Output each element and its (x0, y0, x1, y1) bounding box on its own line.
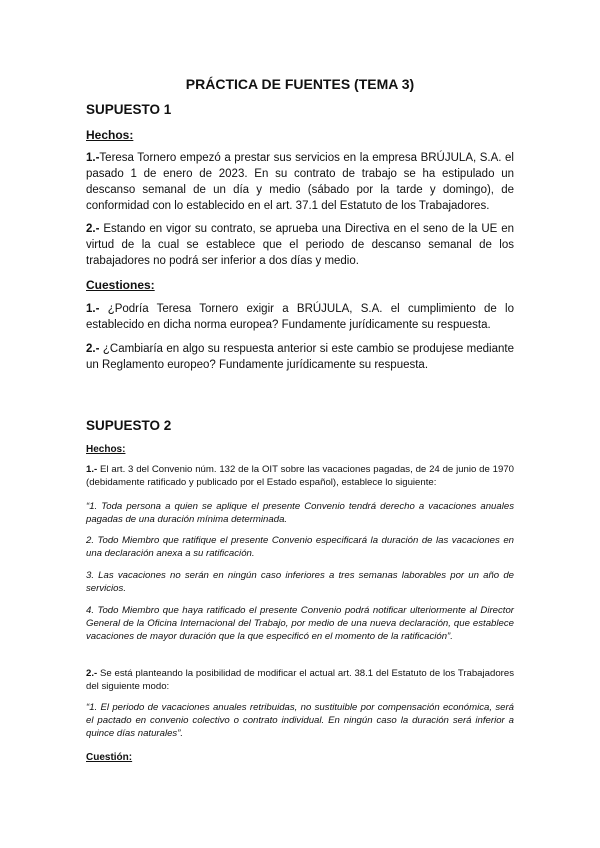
s1-cuestion-2-num: 2.- (86, 343, 100, 355)
s2-quote-2: 2. Todo Miembro que ratifique el presente Convenio especificará la duración de las vacaciones en una declaración anexa a su ratificación. (86, 535, 514, 560)
s2-hecho-1-num: 1.- (86, 464, 98, 475)
s1-hecho-1-num: 1.- (86, 152, 100, 164)
s2-quote-5: “1. El periodo de vacaciones anuales retribuidas, no sustituible por compensación económica, será el pactado en convenio colectivo o contrato individual. En ningún caso la duración será inferior a quince días naturales”. (86, 702, 514, 740)
s2-hecho-1-text: El art. 3 del Convenio núm. 132 de la OIT sobre las vacaciones pagadas, de 24 de junio de 1970 (debidamente ratificado y publicado por el Estado español), establece lo siguiente: (86, 464, 514, 489)
s1-hechos-label: Hechos: (86, 128, 134, 142)
s2-hecho-2-num: 2.- (86, 668, 98, 679)
supuesto-2-heading: SUPUESTO 2 (86, 418, 172, 433)
s1-hecho-1 (86, 150, 514, 214)
s1-cuestion-2 (86, 341, 514, 373)
s2-cuestion-label: Cuestión: (86, 752, 133, 763)
s2-quote-1: “1. Toda persona a quien se aplique el presente Convenio tendrá derecho a vacaciones anuales pagadas de una duración mínima determinada. (86, 501, 514, 526)
s1-cuestion-1-text: ¿Podría Teresa Tornero exigir a BRÚJULA, S.A. el cumplimiento de lo establecido en dicha norma europea? Fundamente jurídicamente su respuesta. (86, 303, 514, 331)
s1-hecho-2-num: 2.- (86, 223, 100, 235)
s1-cuestiones-label: Cuestiones: (86, 278, 155, 292)
s1-cuestion-1 (86, 301, 514, 333)
s1-hecho-2 (86, 221, 514, 269)
s2-quote-3: 3. Las vacaciones no serán en ningún caso inferiores a tres semanas laborables por un año de servicios. (86, 570, 514, 595)
supuesto-1-heading: SUPUESTO 1 (86, 102, 172, 117)
s1-hecho-1-text: Teresa Tornero empezó a prestar sus servicios en la empresa BRÚJULA, S.A. el pasado 1 de enero de 2023. En su contrato de trabajo se ha estipulado un descanso semanal de un día y medio (sábado por la tarde y domingo), de conformidad con lo establecido en el art. 37.1 del Estatuto de los Trabajadores. (86, 152, 514, 212)
s2-quote-4: 4. Todo Miembro que haya ratificado el presente Convenio podrá notificar ulteriormente al Director General de la Oficina Internacional del Trabajo, por medio de una nueva declaración, que establece vacaciones de mayor duración que la que especificó en el momento de la ratificación”. (86, 605, 514, 643)
s1-cuestion-1-num: 1.- (86, 303, 100, 315)
s1-cuestion-2-text: ¿Cambiaría en algo su respuesta anterior si este cambio se produjese mediante un Reglamento europeo? Fundamente jurídicamente su respuesta. (86, 343, 514, 371)
s1-hecho-2-text: Estando en vigor su contrato, se aprueba una Directiva en el seno de la UE en virtud de la cual se establece que el periodo de descanso semanal de los trabajadores no podrá ser inferior a dos días y medio. (86, 223, 514, 267)
page-title: PRÁCTICA DE FUENTES (TEMA 3) (185, 76, 415, 92)
s2-hecho-2 (86, 667, 514, 693)
s2-hecho-1 (86, 463, 514, 489)
s2-hecho-2-text: Se está planteando la posibilidad de modificar el actual art. 38.1 del Estatuto de los Trabajadores del siguiente modo: (86, 668, 514, 693)
s2-hechos-label: Hechos: (86, 444, 126, 455)
